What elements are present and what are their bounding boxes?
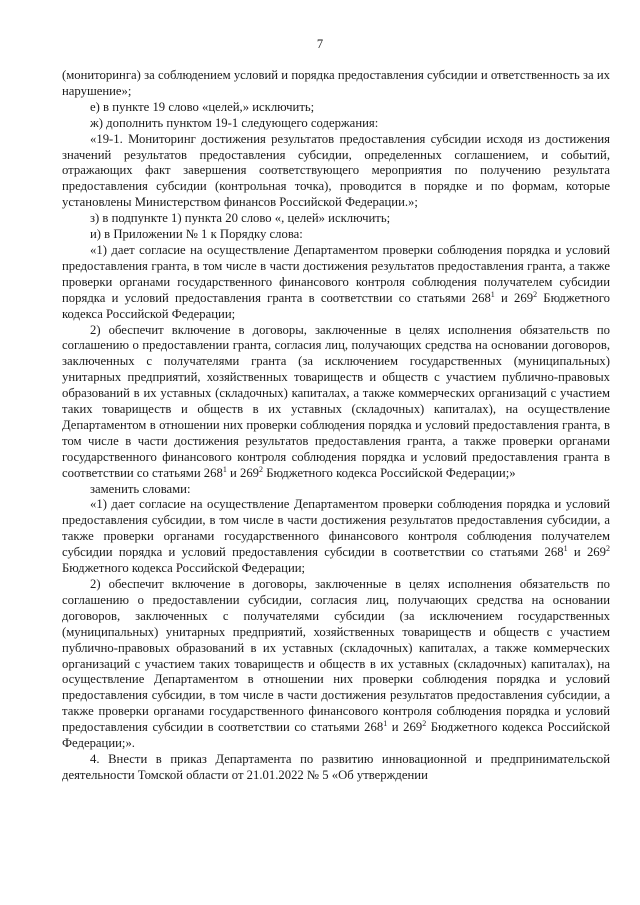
paragraph: «1) дает согласие на осуществление Департаментом проверки соблюдения порядка и условий предоставления субсидии, в том числе в части достижения результатов предоставления субсидии, а также проверки органами государственного финансового контроля соблюдения получателем субсидии порядка и условий предоставления субсидии в соответствии со статьями $268^1$ и $269^2$ Бюджетного кодекса Российской Федерации; [62, 497, 610, 576]
paragraph: заменить словами: [90, 481, 191, 496]
page-number: 7 [316, 37, 324, 51]
superscript-marker: 1 [222, 464, 227, 474]
superscript-marker: 1 [490, 289, 495, 299]
paragraph: «1) дает согласие на осуществление Департаментом проверки соблюдения порядка и условий предоставления гранта, в том числе в части достижения результатов предоставления гранта, а также проверки органами государственного финансового контроля соблюдения получателем субсидии порядка и условий предоставления гранта в соответствии со статьями $268^1$ и $269^2$ Бюджетного кодекса Российской Федерации; [62, 242, 610, 321]
paragraph: ж) дополнить пунктом 19-1 следующего содержания: [90, 115, 379, 130]
document-body [62, 68, 610, 784]
superscript-marker: 1 [563, 543, 568, 553]
paragraph: з) в подпункте 1) пункта 20 слово «, целей» исключить; [90, 211, 391, 226]
paragraph: 2) обеспечит включение в договоры, заключенные в целях исполнения обязательств по соглашению о предоставлении гранта, согласия лиц, получающих средства на основании договоров, заключенных с получателями гранта (за исключением государственных (муниципальных) унитарных предприятий, хозяйственных товариществ и обществ с участием публично-правовых образований в их уставных (складочных) капиталах, а также коммерческих организаций с участием таких товариществ и обществ в их уставных (складочных) капиталах), на осуществление Департаментом в отношении них проверки соблюдения порядка и условий предоставления гранта, в том числе в части достижения результатов предоставления гранта, а также проверки органами государственного финансового контроля соблюдения порядка и условий предоставления гранта в соответствии со статьями $268^1$ и $269^2$ Бюджетного кодекса Российской Федерации;» [62, 322, 610, 480]
paragraph: 2) обеспечит включение в договоры, заключенные в целях исполнения обязательств по соглашению о предоставлении субсидии, согласия лиц, получающих средства на основании договоров, заключенных с получателями субсидии (за исключением государственных (муниципальных) унитарных предприятий, хозяйственных товариществ и обществ с участием публично-правовых образований в их уставных (складочных) капиталах, а также коммерческих организаций с участием таких товариществ и обществ в их уставных (складочных) капиталах), на осуществление Департаментом в отношении них проверки соблюдения порядка и условий предоставления субсидии, в том числе в части достижения результатов предоставления субсидии, а также проверки органами государственного финансового контроля соблюдения порядка и условий предоставления субсидии в соответствии со статьями $268^1$ и $269^2$ Бюджетного кодекса Российской Федерации;». [62, 577, 611, 751]
paragraph: (мониторинга) за соблюдением условий и порядка предоставления субсидии и ответственность за их нарушение»; [62, 68, 610, 98]
superscript-marker: 2 [259, 464, 264, 474]
superscript-marker: 2 [533, 289, 538, 299]
paragraph: «19-1. Мониторинг достижения результатов предоставления субсидии исходя из достижения значений результатов предоставления субсидии, определенных соглашением, и событий, отражающих факт завершения соответствующего мероприятия по получению результата предоставления субсидии (контрольная точка), проводится в порядке и по формам, которые установлены Министерством финансов Российской Федерации.»; [62, 131, 610, 210]
paragraph: и) в Приложении № 1 к Порядку слова: [90, 227, 303, 242]
paragraph: е) в пункте 19 слово «целей,» исключить; [90, 99, 315, 114]
superscript-marker: 1 [383, 718, 388, 728]
superscript-marker: 2 [606, 543, 610, 553]
superscript-marker: 2 [422, 718, 427, 728]
paragraph: 4. Внести в приказ Департамента по развитию инновационной и предпринимательской деятельности Томской области от 21.01.2022 № 5 «Об утверждении [62, 751, 610, 782]
